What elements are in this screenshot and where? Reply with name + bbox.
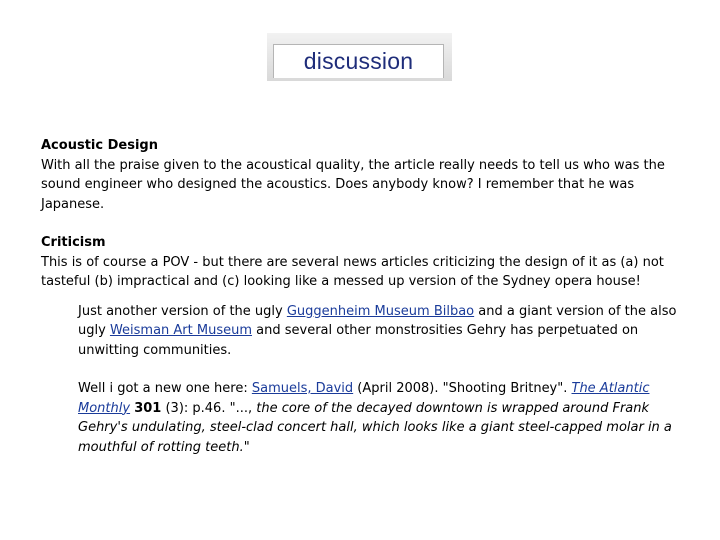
reply-text: [78, 302, 681, 361]
volume-number: 301: [134, 400, 162, 416]
text-segment: ": [243, 439, 250, 455]
text-segment: (April 2008). "Shooting Britney".: [353, 381, 572, 396]
text-segment: and a giant version of the also ugly: [78, 303, 677, 338]
text-segment: and several other monstrosities Gehry has perpetuated on unwitting communities.: [78, 323, 639, 358]
journal-link[interactable]: The Atlantic Monthly: [78, 381, 650, 416]
topic-body: With all the praise given to the acoustical quality, the article really needs to tell us who was the sound engineer who designed the acoustics. Does anybody know? I remember that he was Japanese.: [41, 157, 665, 212]
author-link[interactable]: Samuels, David: [251, 381, 354, 396]
reply-comment: [78, 379, 681, 457]
text-segment: Well i got a new one here:: [78, 381, 252, 396]
guggenheim-link[interactable]: Guggenheim Museum Bilbao: [286, 303, 475, 319]
text-segment: (3): p.46. "...,: [161, 400, 257, 416]
quote-text: the core of the decayed downtown is wrapped around Frank Gehry's undulating, steel-clad concert hall, which looks like a giant steel-capped molar in a mouthful of rotting teeth.: [78, 400, 672, 455]
reply-text: [78, 379, 681, 457]
reply-comment: [78, 302, 681, 361]
discussion-tab[interactable]: [267, 33, 452, 81]
topic-title: Acoustic Design: [41, 138, 158, 153]
discussion-tab-label[interactable]: discussion: [273, 44, 444, 78]
topic-title: Criticism: [41, 235, 106, 250]
discussion-content: [41, 136, 681, 457]
topic-criticism: [41, 233, 681, 292]
text-segment: Just another version of the ugly: [78, 303, 287, 319]
topic-acoustic-design: [41, 136, 681, 214]
topic-body: This is of course a POV - but there are several news articles criticizing the design of it as (a) not tasteful (b) impractical and (c) looking like a messed up version of the Sydney opera house!: [41, 254, 664, 289]
weisman-link[interactable]: Weisman Art Museum: [109, 323, 253, 338]
